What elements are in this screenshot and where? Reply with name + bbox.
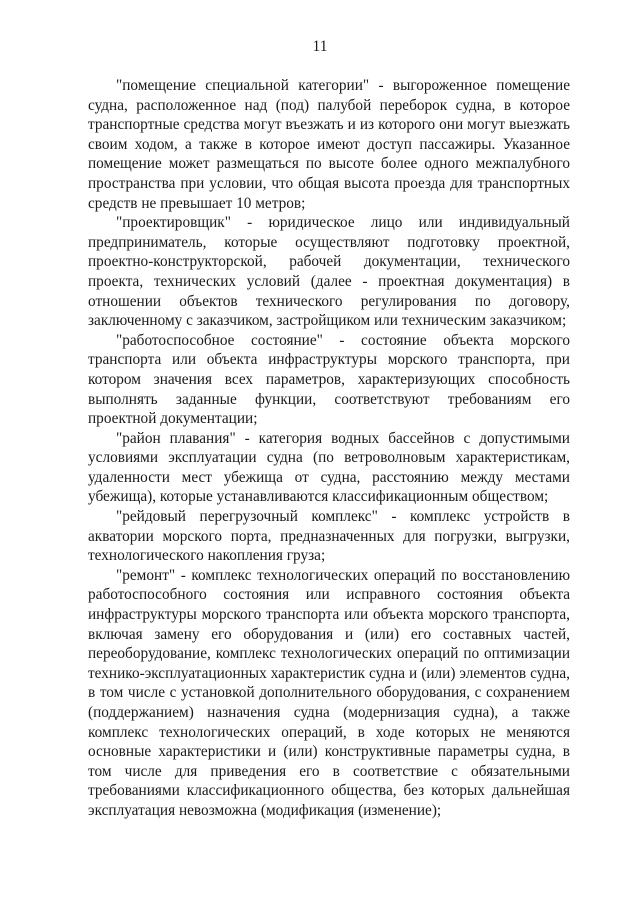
definition-operable-state: "работоспособное состояние" - состояние объекта морского транспорта или объекта инфраструктуры морского транспорта, при котором значения всех параметров, характеризующих способность выполнять заданные функции, соответствуют требованиям его проектной документации; <box>88 331 570 428</box>
definition-special-category-space: "помещение специальной категории" - выгороженное помещение судна, расположенное над (под) палубой переборок судна, в которое транспортные средства могут въезжать и из которого они могут выезжать своим ходом, а также в которое имеют доступ пассажиры. Указанное помещение может размещаться по высоте более одного межпалубного пространства при условии, что общая высота проезда для транспортных средств не превышает 10 метров; <box>88 77 570 212</box>
page-number: 11 <box>312 38 328 55</box>
definition-repair: "ремонт" - комплекс технологических операций по восстановлению работоспособного состояния или исправного состояния объекта инфраструктуры морского транспорта или объекта морского транспорта, включая замену его оборудования и (или) его составных частей, переоборудование, комплекс технологических операций по оптимизации технико-эксплуатационных характеристик судна и (или) элементов судна, в том числе с установкой дополнительного оборудования, с сохранением (поддержанием) назначения судна (модернизация судна), а также комплекс технологических операций, в ходе которых не меняются основные характеристики и (или) конструктивные параметры судна, в том числе для приведения его в соответствие с обязательными требованиями классификационного общества, без которых дальнейшая эксплуатация невозможна (модификация (изменение); <box>88 566 570 819</box>
document-body <box>88 76 570 821</box>
definition-designer: "проектировщик" - юридическое лицо или индивидуальный предприниматель, которые осуществляют подготовку проектной, проектно-конструкторской, рабочей документации, технического проекта, технических условий (далее - проектная документация) в отношении объектов технического регулирования по договору, заключенному с заказчиком, застройщиком или техническим заказчиком; <box>88 214 570 330</box>
definition-roadstead-transshipment-complex: "рейдовый перегрузочный комплекс" - комплекс устройств в акватории морского порта, предназначенных для погрузки, выгрузки, технологического накопления груза; <box>88 508 570 565</box>
definition-navigation-area: "район плавания" - категория водных бассейнов с допустимыми условиями эксплуатации судна (по ветроволновым характеристикам, удаленности мест убежища от судна, расстоянию между местами убежища), которые устанавливаются классификационным обществом; <box>88 429 570 506</box>
